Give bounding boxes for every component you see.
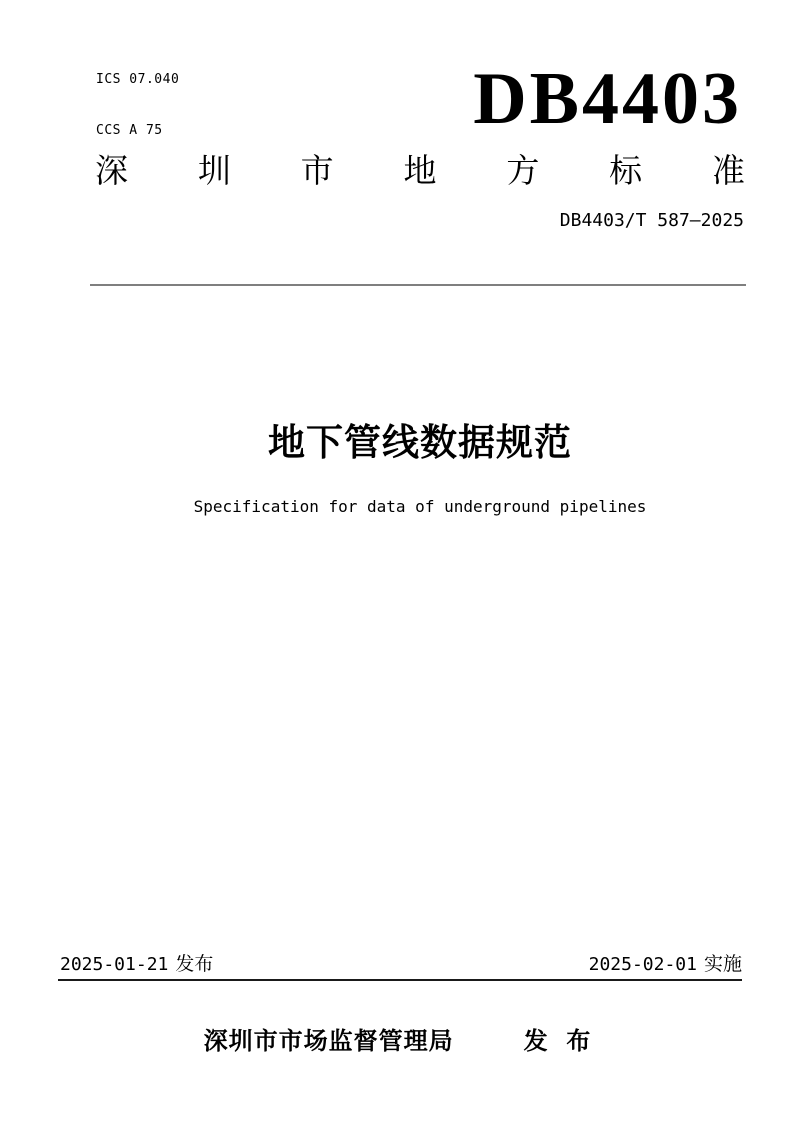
header-divider <box>90 284 746 286</box>
dates-row <box>60 952 742 977</box>
ccs-code: CCS A 75 <box>96 123 163 138</box>
standard-type-char: 市 <box>300 152 334 189</box>
standard-type-char: 准 <box>711 152 745 189</box>
standard-type-char: 标 <box>609 152 643 189</box>
implementation-date-value: 2025-02-01 <box>588 954 697 975</box>
publisher-name: 深圳市市场监督管理局 <box>203 1028 454 1055</box>
standard-type-title <box>95 153 745 189</box>
footer-divider <box>58 979 742 981</box>
document-title: 地下管线数据规范 <box>268 422 572 463</box>
standard-type-char: 地 <box>403 152 437 189</box>
standard-type-char: 方 <box>506 152 540 189</box>
issue-date <box>60 952 213 977</box>
issue-date-value: 2025-01-21 <box>60 954 169 975</box>
publisher-row <box>0 1027 800 1057</box>
db-code-logo: DB4403 <box>473 58 742 140</box>
issue-date-label: 发布 <box>175 954 214 975</box>
standard-type-char: 深 <box>95 152 128 189</box>
standard-type-char: 圳 <box>197 152 231 189</box>
document-title-english: Specification for data of underground pipelines <box>193 497 647 516</box>
standard-number: DB4403/T 587—2025 <box>559 210 744 231</box>
release-label: 发 布 <box>523 1028 597 1055</box>
ics-code: ICS 07.040 <box>96 72 180 87</box>
implementation-date-label: 实施 <box>703 954 742 975</box>
implementation-date <box>589 952 742 977</box>
